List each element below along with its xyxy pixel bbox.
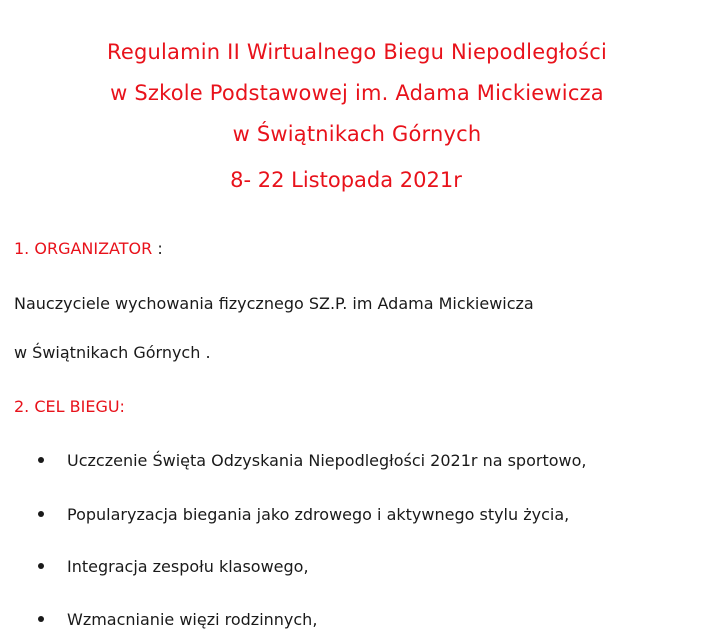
organizer-heading-text: 1. ORGANIZATOR [14, 239, 153, 258]
list-item-text: Integracja zespołu klasowego, [67, 557, 309, 576]
organizer-text-line-2: w Świątnikach Górnych . [14, 343, 211, 362]
bullet-icon [38, 616, 44, 622]
event-date: 8- 22 Listopada 2021r [230, 168, 462, 192]
list-item [38, 451, 586, 470]
document-title [0, 32, 714, 155]
list-item-text: Wzmacnianie więzi rodzinnych, [67, 610, 318, 629]
list-item [38, 505, 569, 524]
organizer-text-line-1: Nauczyciele wychowania fizycznego SZ.P. im Adama Mickiewicza [14, 294, 534, 313]
bullet-icon [38, 457, 44, 463]
list-item [38, 557, 309, 576]
bullet-icon [38, 511, 44, 517]
organizer-heading-colon: : [152, 239, 163, 258]
section-heading-organizer [14, 239, 163, 258]
list-item [38, 610, 317, 629]
section-heading-goal: 2. CEL BIEGU: [14, 397, 125, 416]
title-line-2: w Szkole Podstawowej im. Adama Mickiewicza [110, 81, 604, 105]
title-line-3: w Świątnikach Górnych [232, 122, 482, 146]
title-line-1: Regulamin II Wirtualnego Biegu Niepodległości [106, 40, 608, 64]
bullet-icon [38, 563, 44, 569]
list-item-text: Popularyzacja biegania jako zdrowego i aktywnego stylu życia, [67, 505, 570, 524]
list-item-text: Uczczenie Święta Odzyskania Niepodległości 2021r na sportowo, [67, 451, 587, 470]
